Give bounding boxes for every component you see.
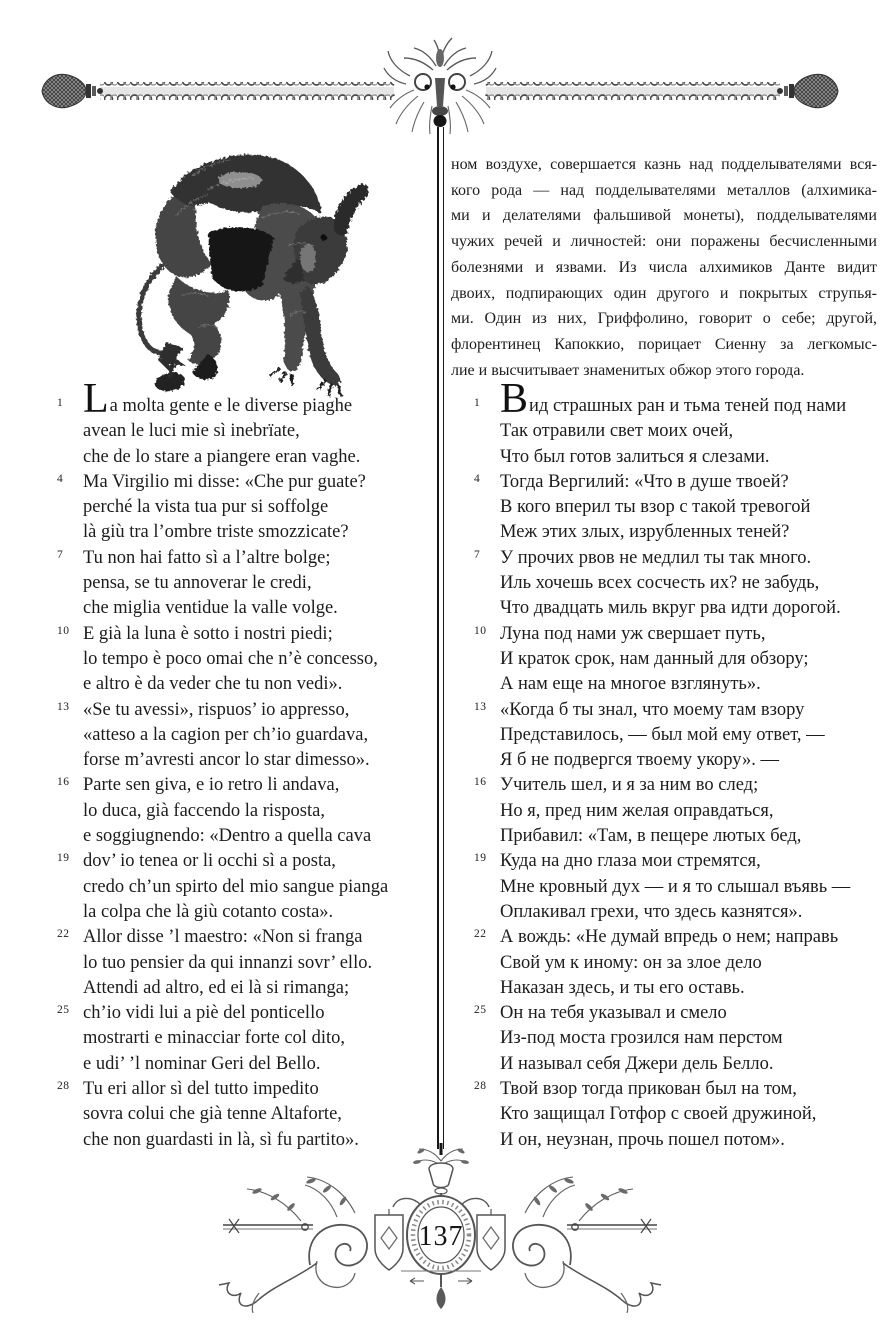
verse-number: 19 xyxy=(474,852,487,865)
tercet xyxy=(474,376,878,470)
verse-number: 28 xyxy=(57,1080,70,1093)
tercet xyxy=(474,546,878,622)
verse-line: Tu non hai fatto sì a l’altre bolge; xyxy=(83,547,331,568)
prose-line: ном воздухе, совершается казнь над подделывателями вся- xyxy=(451,156,877,173)
russian-prose-summary xyxy=(451,152,877,383)
tercet xyxy=(57,1077,439,1153)
page-number: 137 xyxy=(418,1221,464,1252)
tercet xyxy=(474,849,878,925)
verse-line: Представилось, — был мой ему ответ, — xyxy=(500,724,825,745)
verse-line: Учитель шел, и я за ним во след; xyxy=(500,775,759,796)
page-number-medallion xyxy=(407,1196,475,1274)
russian-verse-column xyxy=(474,376,878,1153)
verse-line: Но я, пред ним желая оправдаться, xyxy=(500,800,774,821)
verse-line: Я б не подвергся твоему укору». — xyxy=(500,750,780,771)
prose-line: двоих, подпирающих один другого и покрытых струпья- xyxy=(451,284,877,302)
italian-verse-column xyxy=(57,376,439,1153)
tercet xyxy=(57,849,439,925)
verse-line: Иль хочешь всех сосчесть их? не забудь, xyxy=(500,573,820,594)
prose-line: флорентинец Капоккио, порицает Сиенну за легкомыс- xyxy=(451,335,877,353)
verse-number: 16 xyxy=(57,776,70,789)
verse-line: sovra colui che già tenne Altaforte, xyxy=(83,1104,342,1125)
verse-line: Наказан здесь, и ты его оставь. xyxy=(500,977,745,998)
verse-line: И он, неузнан, прочь пошел потом». xyxy=(500,1129,785,1150)
verse-line: credo ch’un spirto del mio sangue pianga xyxy=(83,876,389,897)
verse-line: e udi’ ’l nominar Geri del Bello. xyxy=(83,1053,321,1074)
verse-number: 22 xyxy=(57,928,70,941)
verse-line: E già la luna è sotto i nostri piedi; xyxy=(83,623,333,644)
lion-mask-icon xyxy=(384,38,496,134)
verse-line: mostrarti e minacciar forte col dito, xyxy=(83,1028,345,1049)
tercet xyxy=(474,622,878,698)
tercet xyxy=(57,773,439,849)
verse-line: А вождь: «Не думай впредь о нем; направь xyxy=(500,927,839,948)
prose-line: кого рода — над подделывателями металлов (алхимика- xyxy=(451,181,877,199)
tercet xyxy=(474,470,878,546)
verse-line: avean le luci mie sì inebrïate, xyxy=(83,421,300,442)
verse-line: forse m’avresti ancor lo star dimesso». xyxy=(83,750,370,771)
verse-line: Куда на дно глаза мои стремятся, xyxy=(500,851,761,872)
verse-line: e soggiugnendo: «Dentro a quella cava xyxy=(83,826,372,847)
verse-line: lo duca, già faccendo la risposta, xyxy=(83,800,325,821)
tercet xyxy=(474,773,878,849)
verse-line: В кого вперил ты взор с такой тревогой xyxy=(500,497,811,518)
verse-number: 7 xyxy=(474,548,481,561)
verse-line: Из-под моста грозился нам перстом xyxy=(500,1028,783,1049)
tercet xyxy=(57,622,439,698)
tercet xyxy=(474,925,878,1001)
right-finial-icon xyxy=(777,74,838,107)
verse-line: И называл себя Джери дель Белло. xyxy=(500,1053,774,1074)
tercet xyxy=(57,376,439,470)
verse-number: 7 xyxy=(57,548,64,561)
verse-line: là giù tra l’ombre triste smozzicate? xyxy=(83,522,349,543)
verse-line: perché la vista tua pur si soffolge xyxy=(83,497,329,518)
verse-line: Parte sen giva, e io retro li andava, xyxy=(83,775,340,796)
verse-number: 25 xyxy=(57,1004,70,1017)
prose-line: ми и делателями фальшивой монеты), подделывателями xyxy=(451,207,877,225)
tercet xyxy=(474,1077,878,1153)
crest-scroll-right xyxy=(461,1198,489,1207)
verse-line: «Когда б ты знал, что моему там взору xyxy=(500,699,805,720)
verse-line: Так отравили свет моих очей, xyxy=(500,421,734,442)
verse-line: pensa, se tu annoverar le credi, xyxy=(83,573,312,594)
verse-number: 4 xyxy=(474,472,481,485)
verse-number: 10 xyxy=(57,624,70,637)
tercet xyxy=(57,698,439,774)
prose-line: чужих речей и личностей: они поражены бесчисленными xyxy=(451,233,877,251)
verse-line: Мне кровный дух — и я то слышал въявь — xyxy=(500,876,851,897)
verse-number: 10 xyxy=(474,624,487,637)
verse-line: А нам еще на многое взглянуть». xyxy=(500,674,761,695)
verse-line: e altro è da veder che tu non vedi». xyxy=(83,674,343,695)
verse-number: 13 xyxy=(57,700,70,713)
verse-line: Оплакивал грехи, что здесь казнятся». xyxy=(500,901,803,922)
verse-number: 1 xyxy=(57,397,64,409)
verse-number: 13 xyxy=(474,700,487,713)
verse-line: la colpa che là giù cotanto costa». xyxy=(83,901,334,922)
verse-line: dov’ io tenea or li occhi sì a posta, xyxy=(83,851,336,872)
demon-illustration xyxy=(112,146,392,404)
verse-line: Твой взор тогда прикован был на том, xyxy=(500,1079,797,1100)
verse-number: 16 xyxy=(474,776,487,789)
verse-line: Тогда Вергилий: «Что в душе твоей? xyxy=(500,471,789,492)
initial-cap: В xyxy=(500,376,529,422)
verse-line: che non guardasti in là, sì fu partito». xyxy=(83,1129,359,1150)
header-ornament xyxy=(0,0,880,135)
prose-line: болезнями и язвами. Из числа алхимиков Данте видит xyxy=(451,258,877,276)
left-finial-icon xyxy=(42,74,103,107)
verse-line: Что двадцать миль вкруг рва идти дорогой. xyxy=(500,598,841,619)
tercet xyxy=(57,1001,439,1077)
initial-cap: L xyxy=(83,376,109,422)
verse-line: Меж этих злых, изрубленных теней? xyxy=(500,522,790,543)
verse-line: ch’io vidi lui a piè del ponticello xyxy=(83,1003,325,1024)
verse-line: Что был готов залиться я слезами. xyxy=(500,446,770,467)
prose-line: ми. Один из них, Гриффолино, говорит о себе; другой, xyxy=(451,310,877,328)
verse-line: Attendi ad altro, ed ei là si rimanga; xyxy=(83,977,350,998)
verse-line: У прочих рвов не медлил ты так много. xyxy=(500,547,812,568)
verse-line: Луна под нами уж свершает путь, xyxy=(500,623,766,644)
verse-line: che de lo stare a piangere eran vaghe. xyxy=(83,446,361,467)
tercet xyxy=(57,925,439,1001)
verse-line: che miglia ventidue la valle volge. xyxy=(83,598,338,619)
verse-line: Tu eri allor sì del tutto impedito xyxy=(83,1079,319,1100)
verse-line: «atteso a la cagion per ch’io guardava, xyxy=(83,724,369,745)
verse-line: И краток срок, нам данный для обзору; xyxy=(500,648,809,669)
verse-line: Ma Virgilio mi disse: «Che pur guate? xyxy=(83,471,366,492)
verse-line: Allor disse ’l maestro: «Non si franga xyxy=(83,927,363,948)
tercet xyxy=(474,1001,878,1077)
crest-scroll-left xyxy=(393,1198,421,1207)
verse-line: «Se tu avessi», rispuos’ io appresso, xyxy=(83,699,350,720)
tercet xyxy=(474,698,878,774)
verse-number: 25 xyxy=(474,1004,487,1017)
verse-line: Вид страшных ран и тьма теней под нами xyxy=(500,376,847,422)
verse-number: 4 xyxy=(57,472,64,485)
verse-line: Прибавил: «Там, в пещере лютых бед, xyxy=(500,826,802,847)
footer-cartouche xyxy=(205,1143,675,1313)
verse-number: 19 xyxy=(57,852,70,865)
tercet xyxy=(57,470,439,546)
verse-line: Он на тебя указывал и смело xyxy=(500,1003,727,1024)
tercet xyxy=(57,546,439,622)
verse-number: 1 xyxy=(474,397,481,409)
verse-line: La molta gente e le diverse piaghe xyxy=(83,376,353,422)
verse-line: Кто защищал Готфор с своей дружиной, xyxy=(500,1104,817,1125)
bottom-pendant-icon xyxy=(410,1274,472,1309)
verse-number: 22 xyxy=(474,928,487,941)
verse-number: 28 xyxy=(474,1080,487,1093)
verse-line: lo tuo pensier da qui innanzi sovr’ ello. xyxy=(83,952,373,973)
verse-line: lo tempo è poco omai che n’è concesso, xyxy=(83,648,378,669)
prose-line: лие и высчитывает знаменитых обжор этого города. xyxy=(451,361,805,379)
verse-line: Свой ум к иному: он за злое дело xyxy=(500,952,762,973)
